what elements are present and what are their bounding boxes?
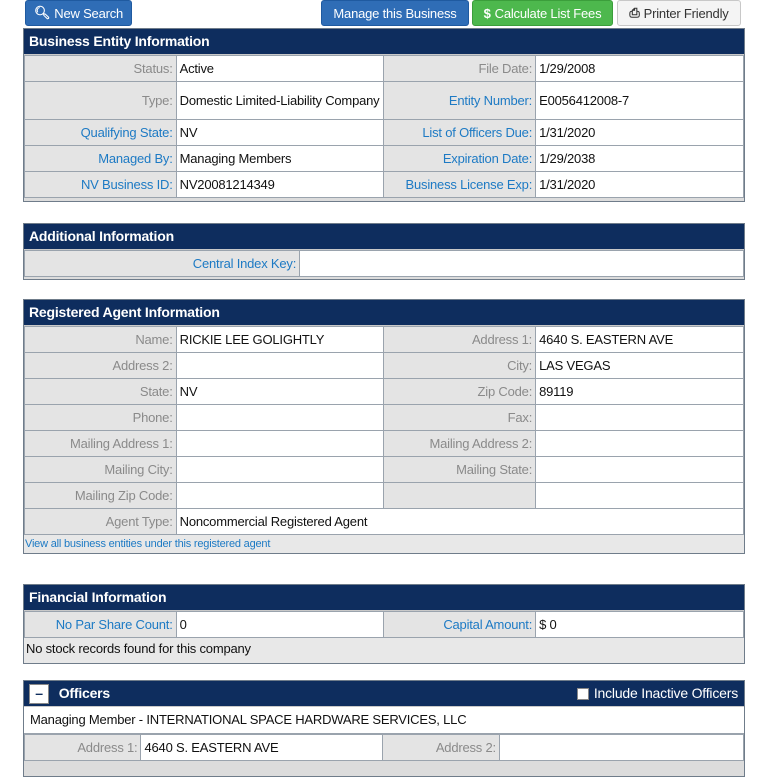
agent-mailing-address1-value [176, 431, 384, 457]
agent-phone-label: Phone: [25, 405, 177, 431]
view-all-entities-link[interactable]: View all business entities under this registered agent [24, 535, 744, 553]
agent-mailing-state-value [536, 457, 744, 483]
agent-type-label: Agent Type: [25, 509, 177, 535]
central-index-key-value [300, 251, 744, 277]
printer-icon: ⎙ [629, 5, 640, 20]
entity-number-label[interactable]: Entity Number: [384, 82, 536, 120]
no-par-share-count-value: 0 [176, 612, 384, 638]
dollar-icon: $ [483, 5, 491, 21]
officers-title: Officers [58, 685, 111, 701]
managed-by-value: Managing Members [176, 146, 384, 172]
agent-mailing-state-label: Mailing State: [384, 457, 536, 483]
registered-agent-panel [23, 299, 745, 554]
no-stock-records-note: No stock records found for this company [24, 638, 744, 663]
officer-details-table [24, 734, 744, 761]
file-date-label: File Date: [384, 56, 536, 82]
empty-cell [536, 483, 744, 509]
financial-info-title: Financial Information [24, 585, 744, 611]
expiration-label[interactable]: Expiration Date: [384, 146, 536, 172]
officers-due-label[interactable]: List of Officers Due: [384, 120, 536, 146]
central-index-key-label[interactable]: Central Index Key: [25, 251, 300, 277]
officer-address1-label: Address 1: [25, 735, 141, 761]
qualifying-state-value: NV [176, 120, 384, 146]
agent-mailing-zip-label: Mailing Zip Code: [25, 483, 177, 509]
include-inactive-toggle[interactable] [577, 681, 738, 706]
business-entity-panel [23, 28, 745, 202]
printer-friendly-button[interactable] [617, 0, 741, 26]
checkbox-icon[interactable] [577, 688, 589, 700]
new-search-label: New Search [54, 5, 124, 21]
agent-address1-label: Address 1: [384, 327, 536, 353]
financial-info-table [24, 611, 744, 638]
additional-info-table [24, 250, 744, 277]
agent-zip-label: Zip Code: [384, 379, 536, 405]
officers-panel [23, 680, 745, 777]
additional-info-panel [23, 223, 745, 280]
agent-city-label: City: [384, 353, 536, 379]
type-label: Type: [25, 82, 177, 120]
agent-mailing-address2-value [536, 431, 744, 457]
agent-type-value: Noncommercial Registered Agent [176, 509, 743, 535]
agent-fax-value [536, 405, 744, 431]
printer-friendly-label: Printer Friendly [643, 5, 729, 21]
agent-mailing-address1-label: Mailing Address 1: [25, 431, 177, 457]
agent-address2-value [176, 353, 384, 379]
agent-address2-label: Address 2: [25, 353, 177, 379]
agent-phone-value [176, 405, 384, 431]
officers-due-value: 1/31/2020 [536, 120, 744, 146]
entity-number-value: E0056412008-7 [536, 82, 744, 120]
registered-agent-title: Registered Agent Information [24, 300, 744, 326]
include-inactive-label: Include Inactive Officers [593, 685, 738, 701]
business-entity-table [24, 55, 744, 198]
agent-address1-value: 4640 S. EASTERN AVE [536, 327, 744, 353]
panel-footer [24, 277, 744, 279]
manage-business-button[interactable] [321, 0, 469, 26]
officer-address2-label: Address 2: [383, 735, 499, 761]
status-label: Status: [25, 56, 177, 82]
financial-info-panel [23, 584, 745, 664]
nv-business-id-label[interactable]: NV Business ID: [25, 172, 177, 198]
agent-mailing-address2-label: Mailing Address 2: [384, 431, 536, 457]
agent-zip-value: 89119 [536, 379, 744, 405]
collapse-icon[interactable]: – [29, 684, 49, 704]
type-value: Domestic Limited-Liability Company [176, 82, 384, 120]
managing-member-header: Managing Member - INTERNATIONAL SPACE HARDWARE SERVICES, LLC [24, 707, 744, 734]
empty-cell [384, 483, 536, 509]
additional-info-title: Additional Information [24, 224, 744, 250]
registered-agent-table [24, 326, 744, 535]
panel-footer [24, 198, 744, 201]
agent-state-label: State: [25, 379, 177, 405]
officers-header [24, 681, 744, 707]
qualifying-state-label[interactable]: Qualifying State: [25, 120, 177, 146]
managed-by-label[interactable]: Managed By: [25, 146, 177, 172]
calculate-fees-button[interactable] [472, 0, 613, 26]
agent-city-value: LAS VEGAS [536, 353, 744, 379]
search-icon: 🔍︎ [33, 5, 51, 20]
agent-name-label: Name: [25, 327, 177, 353]
nv-business-id-value: NV20081214349 [176, 172, 384, 198]
agent-mailing-city-label: Mailing City: [25, 457, 177, 483]
expiration-value: 1/29/2038 [536, 146, 744, 172]
agent-mailing-zip-value [176, 483, 384, 509]
capital-amount-value: $ 0 [536, 612, 744, 638]
agent-fax-label: Fax: [384, 405, 536, 431]
agent-state-value: NV [176, 379, 384, 405]
officer-address1-value: 4640 S. EASTERN AVE [141, 735, 383, 761]
new-search-button[interactable] [25, 0, 132, 26]
calculate-fees-label: Calculate List Fees [494, 5, 602, 21]
business-entity-title: Business Entity Information [24, 29, 744, 55]
manage-business-label: Manage this Business [333, 5, 457, 21]
status-value: Active [176, 56, 384, 82]
capital-amount-label[interactable]: Capital Amount: [384, 612, 536, 638]
no-par-share-count-label[interactable]: No Par Share Count: [25, 612, 177, 638]
agent-name-value: RICKIE LEE GOLIGHTLY [176, 327, 384, 353]
file-date-value: 1/29/2008 [536, 56, 744, 82]
officer-address2-value [499, 735, 743, 761]
business-license-label[interactable]: Business License Exp: [384, 172, 536, 198]
agent-mailing-city-value [176, 457, 384, 483]
business-license-value: 1/31/2020 [536, 172, 744, 198]
